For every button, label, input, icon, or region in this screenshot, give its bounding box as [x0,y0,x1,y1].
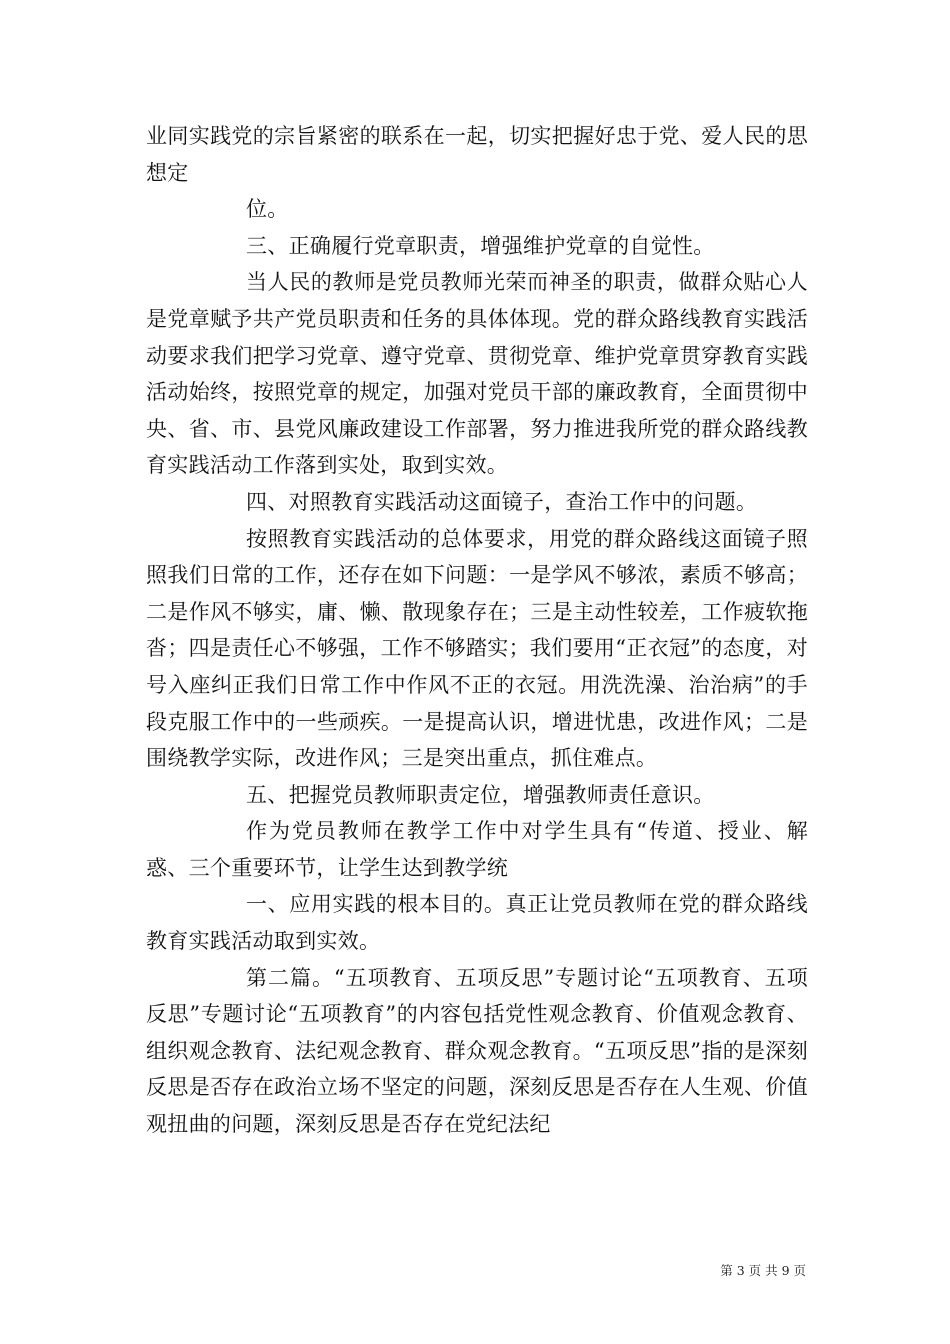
paragraph-9: 一、应用实践的根本目的。真正让党员教师在党的群众路线教育实践活动取到实效。 [146,892,808,954]
paragraph-6: 按照教育实践活动的总体要求，用党的群众路线这面镜子照照我们日常的工作，还存在如下问题：一是学风不够浓，素质不够高；二是作风不够实，庸、懒、散现象存在；三是主动性较差，工作疲软拖沓；四是责任心不够强，工作不够踏实；我们要用“正衣冠”的态度，对号入座纠正我们日常工作中作风不正的衣冠。用洗洗澡、治治病”的手段克服工作中的一些顽疾。一是提高认识，增进忧患，改进作风；二是围绕教学实际，改进作风；三是突出重点，抓住难点。 [146,526,808,771]
paragraph-8: 作为党员教师在教学工作中对学生具有“传道、授业、解惑、三个重要环节，让学生达到教学统 [146,819,808,880]
page-number-footer: 第 3 页 共 9 页 [720,1263,806,1278]
paragraph-4: 当人民的教师是党员教师光荣而神圣的职责，做群众贴心人是党章赋予共产党员职责和任务的具体体现。党的群众路线教育实践活动要求我们把学习党章、遵守党章、贯彻党章、维护党章贯穿教育实践活动始终，按照党章的规定，加强对党员干部的廉政教育，全面贯彻中央、省、市、县党风廉政建设工作部署，努力推进我所党的群众路线教育实践活动工作落到实处，取到实效。 [146,270,808,478]
paragraph-10: 第二篇。“五项教育、五项反思”专题讨论“五项教育、五项反思”专题讨论“五项教育”的内容包括党性观念教育、价值观念教育、组织观念教育、法纪观念教育、群众观念教育。“五项反思”指的是深刻反思是否存在政治立场不坚定的问题，深刻反思是否存在人生观、价值观扭曲的问题，深刻反思是否存在党纪法纪 [146,965,808,1137]
section-heading-3: 三、正确履行党章职责，增强维护党章的自觉性。 [246,233,715,258]
paragraph-2: 位。 [246,197,289,222]
paragraph-1: 业同实践党的宗旨紧密的联系在一起，切实把握好忠于党、爱人民的思想定 [146,124,808,185]
document-body [146,118,808,1143]
section-heading-4: 四、对照教育实践活动这面镜子，查治工作中的问题。 [246,489,758,514]
section-heading-5: 五、把握党员教师职责定位，增强教师责任意识。 [246,782,715,807]
